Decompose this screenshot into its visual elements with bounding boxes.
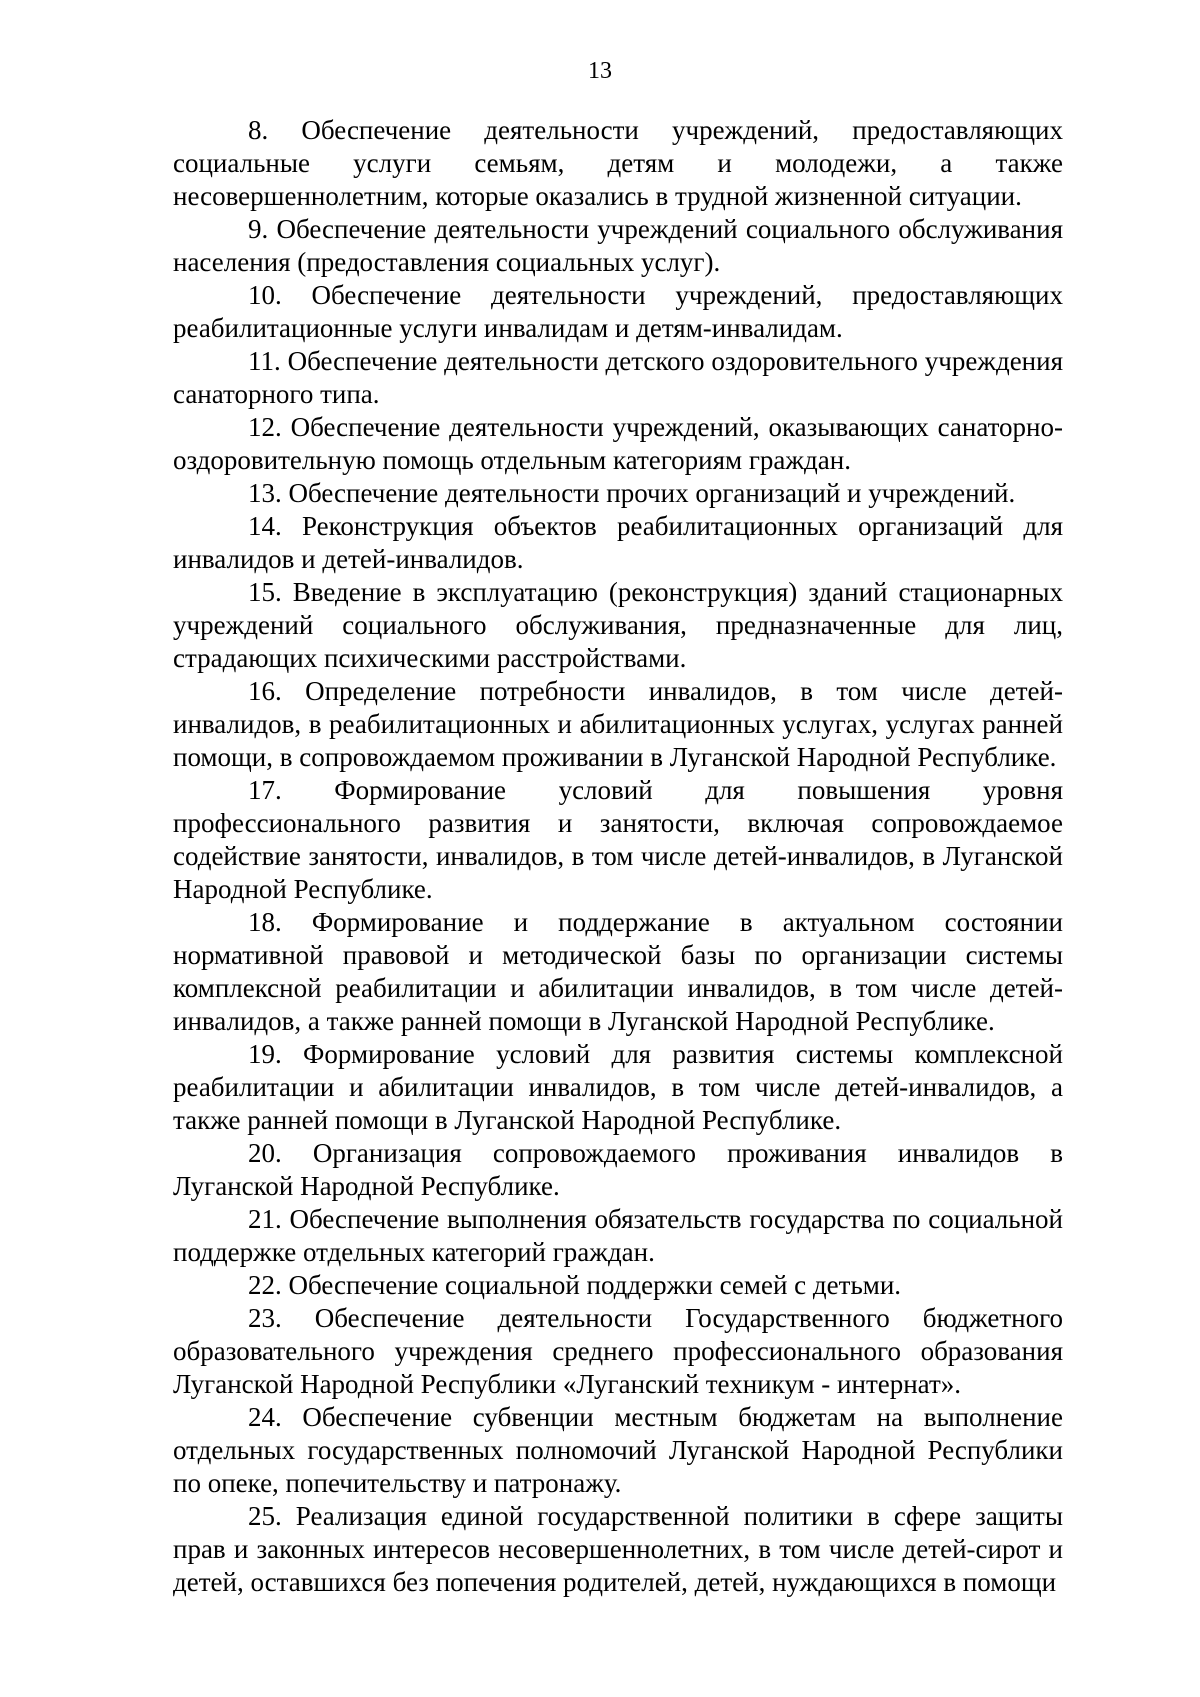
list-item: 12. Обеспечение деятельности учреждений, оказывающих санаторно-оздоровительную помощь отдельным категориям граждан.	[173, 412, 1063, 475]
list-item: 18. Формирование и поддержание в актуальном состоянии нормативной правовой и методической базы по организации системы комплексной реабилитации и абилитации инвалидов, в том числе детей-инвалидов, а также ранней помощи в Луганской Народной Республике.	[173, 907, 1063, 1036]
list-item: 8. Обеспечение деятельности учреждений, предоставляющих социальные услуги семьям, детям и молодежи, а также несовершеннолетним, которые оказались в трудной жизненной ситуации.	[173, 115, 1063, 211]
list-item: 22. Обеспечение социальной поддержки семей с детьми.	[248, 1270, 902, 1300]
list-item: 9. Обеспечение деятельности учреждений социального обслуживания населения (предоставления социальных услуг).	[173, 214, 1063, 277]
list-item: 23. Обеспечение деятельности Государственного бюджетного образовательного учреждения среднего профессионального образования Луганской Народной Республики «Луганский техникум - интернат».	[173, 1303, 1063, 1399]
list-item: 17. Формирование условий для повышения уровня профессионального развития и занятости, включая сопровождаемое содействие занятости, инвалидов, в том числе детей-инвалидов, в Луганской Народной Республике.	[173, 775, 1063, 904]
list-item: 20. Организация сопровождаемого проживания инвалидов в Луганской Народной Республике.	[173, 1138, 1063, 1201]
list-item: 16. Определение потребности инвалидов, в том числе детей-инвалидов, в реабилитационных и абилитационных услугах, услугах ранней помощи, в сопровождаемом проживании в Луганской Народной Республике.	[173, 676, 1063, 772]
list-item: 11. Обеспечение деятельности детского оздоровительного учреждения санаторного типа.	[173, 346, 1063, 409]
list-item: 13. Обеспечение деятельности прочих организаций и учреждений.	[248, 478, 1016, 508]
list-item: 14. Реконструкция объектов реабилитационных организаций для инвалидов и детей-инвалидов.	[173, 511, 1063, 574]
list-item: 10. Обеспечение деятельности учреждений, предоставляющих реабилитационные услуги инвалидам и детям-инвалидам.	[173, 280, 1063, 343]
list-item: 24. Обеспечение субвенции местным бюджетам на выполнение отдельных государственных полномочий Луганской Народной Республики по опеке, попечительству и патронажу.	[173, 1402, 1063, 1498]
page-number: 13	[588, 58, 612, 84]
numbered-item-list	[173, 114, 1063, 1599]
list-item: 25. Реализация единой государственной политики в сфере защиты прав и законных интересов несовершеннолетних, в том числе детей-сирот и детей, оставшихся без попечения родителей, детей, нуждающихся в помощи	[173, 1501, 1063, 1597]
list-item: 19. Формирование условий для развития системы комплексной реабилитации и абилитации инвалидов, в том числе детей-инвалидов, а также ранней помощи в Луганской Народной Республике.	[173, 1039, 1063, 1135]
list-item: 15. Введение в эксплуатацию (реконструкция) зданий стационарных учреждений социального обслуживания, предназначенные для лиц, страдающих психическими расстройствами.	[173, 577, 1063, 673]
list-item: 21. Обеспечение выполнения обязательств государства по социальной поддержке отдельных категорий граждан.	[173, 1204, 1063, 1267]
